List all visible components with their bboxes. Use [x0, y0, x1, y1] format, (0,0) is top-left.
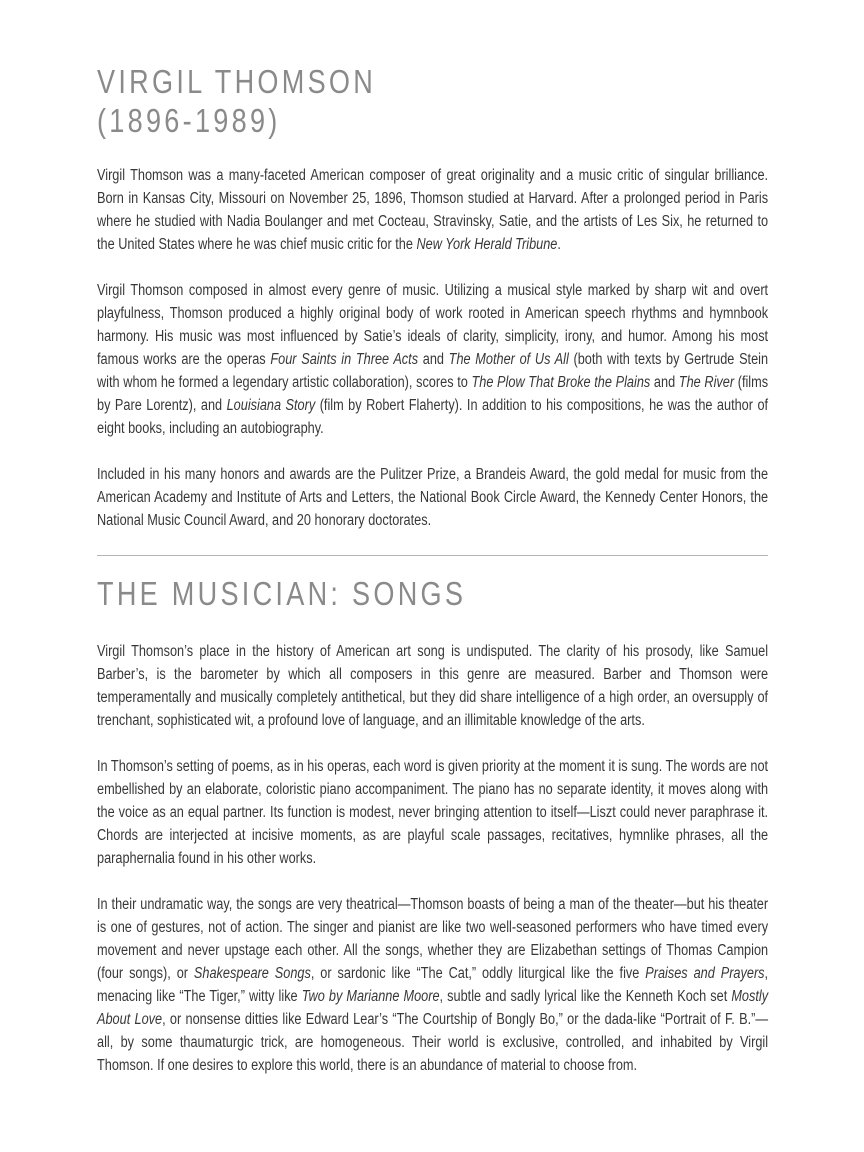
- text-run: and: [650, 374, 679, 391]
- text-run: (films by Pare Lorentz), and: [97, 374, 769, 414]
- text-run: , subtle and sadly lyrical like the Kenneth Koch set: [439, 988, 732, 1005]
- paragraph: [97, 640, 768, 732]
- text-run: (both with texts by Gertrude Stein with whom he formed a legendary artistic collaboration), scores to: [97, 351, 769, 391]
- italic-text-run: Mostly About Love: [97, 988, 769, 1028]
- italic-text-run: Two by Marianne Moore: [301, 988, 440, 1005]
- text-run: Virgil Thomson composed in almost every genre of music. Utilizing a musical style marked by sharp wit and overt playfulness, Thomson produced a highly original body of work rooted in American speech rhythms and hymnbook harmony. His music was most influenced by Satie’s ideals of clarity, simplicity, irony, and humor. Among his most famous works are the operas: [97, 282, 769, 368]
- section-biography: [97, 164, 768, 532]
- text-run: Virgil Thomson’s place in the history of American art song is undisputed. The clarity of his prosody, like Samuel Barber’s, is the barometer by which all composers in this genre are measured. Barber and Thomson were temperamentally and musically completely antithetical, but they did share intelligence of a high order, an oversupply of trenchant, sophisticated wit, a profound love of language, and an illimitable knowledge of the arts.: [97, 643, 769, 729]
- italic-text-run: The River: [678, 374, 735, 391]
- paragraph: [97, 164, 768, 256]
- italic-text-run: Louisiana Story: [226, 397, 316, 414]
- text-run: , or sardonic like “The Cat,” oddly liturgical like the five: [310, 965, 646, 982]
- text-run: In their undramatic way, the songs are very theatrical—Thomson boasts of being a man of the theater—but his theater is one of gestures, not of action. The singer and pianist are like two well-seasoned performers who have timed every movement and never upstage each other. All the songs, whether they are Elizabethan settings of Thomas Campion (four songs), or: [97, 896, 769, 982]
- songs-paragraphs: [97, 640, 768, 1077]
- text-run: and: [418, 351, 449, 368]
- section-divider: [97, 555, 768, 556]
- italic-text-run: Four Saints in Three Acts: [270, 351, 419, 368]
- italic-text-run: Shakespeare Songs: [193, 965, 311, 982]
- text-run: , menacing like “The Tiger,” witty like: [97, 965, 769, 1005]
- italic-text-run: The Mother of Us All: [448, 351, 569, 368]
- page-title: [97, 62, 768, 140]
- text-run: .: [557, 236, 561, 253]
- page-title-line1: VIRGIL THOMSON: [97, 63, 377, 100]
- page-title-line2: (1896-1989): [97, 102, 281, 139]
- text-run: In Thomson’s setting of poems, as in his operas, each word is given priority at the moment it is sung. The words are not embellished by an elaborate, coloristic piano accompaniment. The piano has no separate identity, it moves along with the voice as an equal partner. Its function is modest, never bringing attention to itself—Liszt could never paraphrase it. Chords are interjected at incisive moments, as are playful scale passages, recitatives, hymnlike phrases, all the paraphernalia found in his other works.: [97, 758, 769, 867]
- text-run: (film by Robert Flaherty). In addition to his compositions, he was the author of eight books, including an autobiography.: [97, 397, 769, 437]
- section-musician-songs: [97, 575, 768, 1077]
- italic-text-run: The Plow That Broke the Plains: [471, 374, 651, 391]
- text-run: Included in his many honors and awards are the Pulitzer Prize, a Brandeis Award, the gold medal for music from the American Academy and Institute of Arts and Letters, the National Book Circle Award, the Kennedy Center Honors, the National Music Council Award, and 20 honorary doctorates.: [97, 466, 769, 529]
- section-heading: THE MUSICIAN: SONGS: [97, 575, 467, 612]
- text-run: Virgil Thomson was a many-faceted American composer of great originality and a music critic of singular brilliance. Born in Kansas City, Missouri on November 25, 1896, Thomson studied at Harvard. After a prolonged period in Paris where he studied with Nadia Boulanger and met Cocteau, Stravinsky, Satie, and the artists of Les Six, he returned to the United States where he was chief music critic for the: [97, 167, 769, 253]
- italic-text-run: Praises and Prayers: [645, 965, 765, 982]
- paragraph: [97, 463, 768, 532]
- text-column: [97, 62, 768, 1100]
- paragraph: [97, 755, 768, 870]
- italic-text-run: New York Herald Tribune: [416, 236, 558, 253]
- paragraph: [97, 279, 768, 440]
- biography-paragraphs: [97, 164, 768, 532]
- text-run: , or nonsense ditties like Edward Lear’s “The Courtship of Bongly Bo,” or the dada-like “Portrait of F. B.”—all, by some thaumaturgic trick, are homogeneous. Their world is exclusive, controlled, and inhabited by Virgil Thomson. If one desires to explore this world, there is an abundance of material to choose from.: [97, 1011, 769, 1074]
- paragraph: [97, 893, 768, 1077]
